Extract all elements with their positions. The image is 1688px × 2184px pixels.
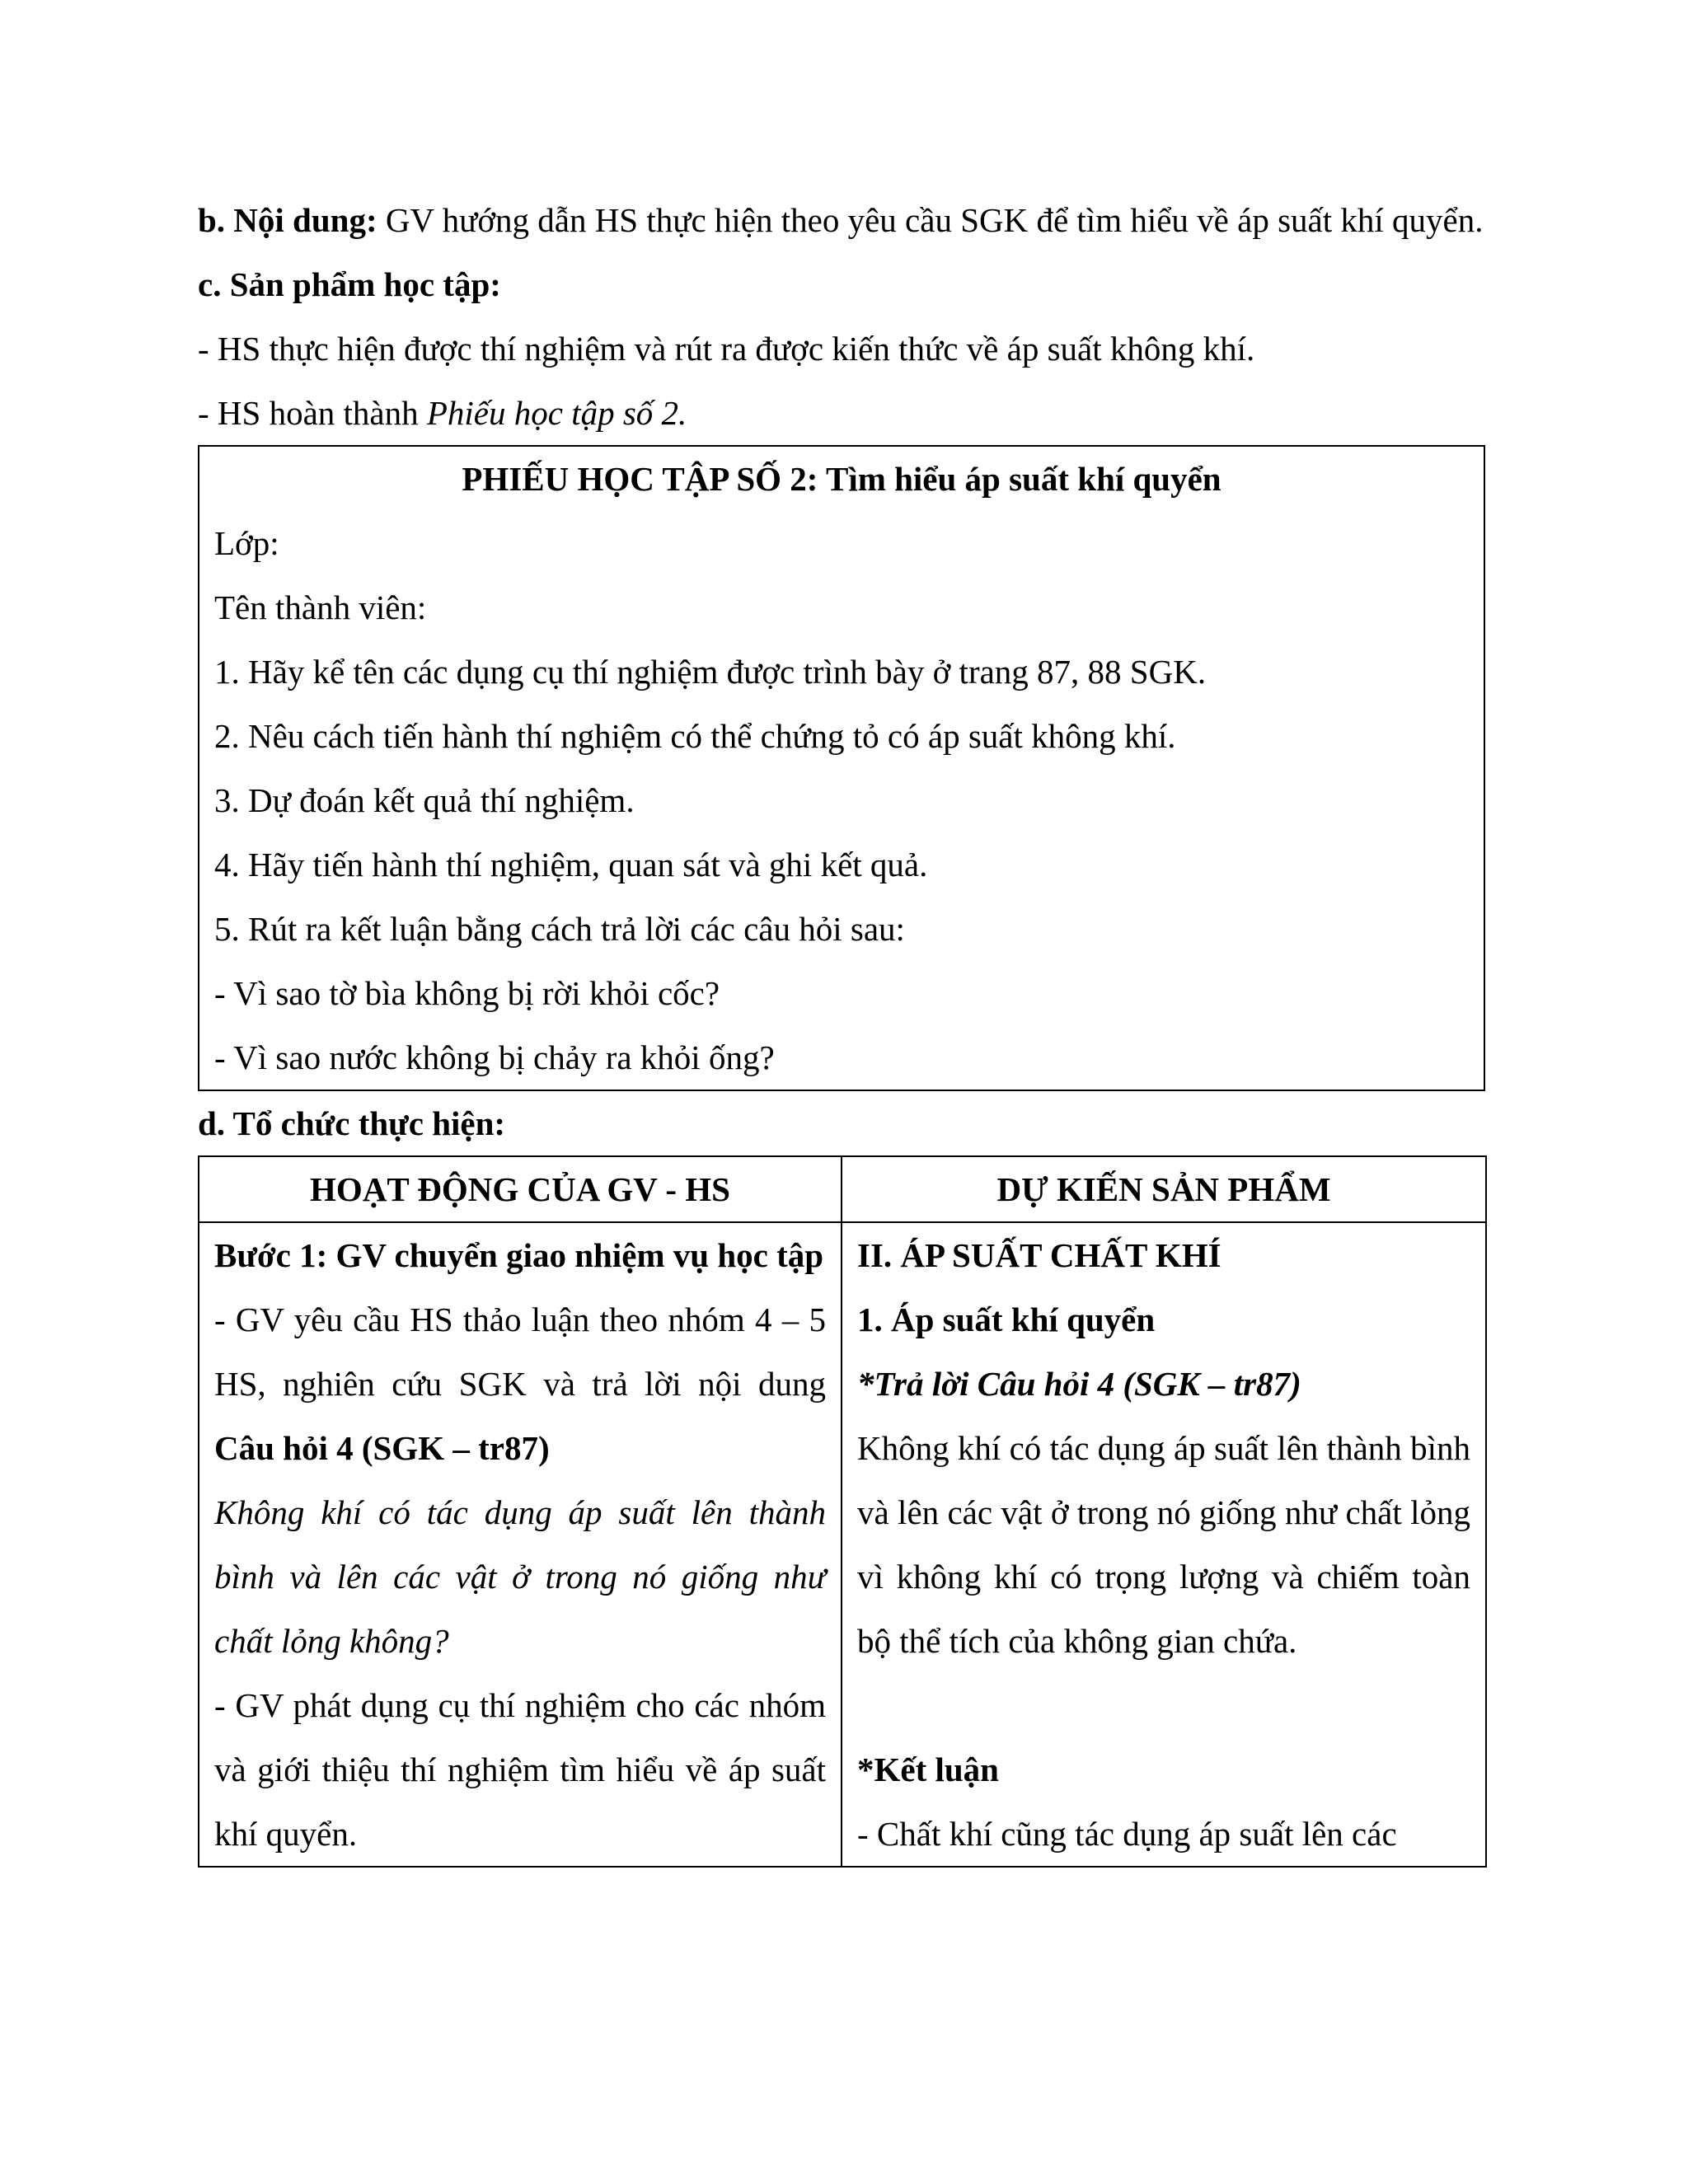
answer-text: Không khí có tác dụng áp suất lên thành bình và lên các vật ở trong nó giống như chất lỏng vì không khí có trọng lượng và chiếm toàn bộ thể tích của không gian chứa. [857,1429,1470,1660]
activity-question [214,1480,826,1673]
worksheet-line: 1. Hãy kể tên các dụng cụ thí nghiệm được trình bày ở trang 87, 88 SGK. [214,653,1207,691]
section-c-label: c. Sản phẩm học tập: [198,265,501,303]
step-1-label: Bước 1: GV chuyển giao nhiệm vụ học tập [214,1236,824,1274]
header-teacher-student-activities: HOẠT ĐỘNG CỦA GV - HS [199,1156,842,1222]
worksheet-line: Tên thành viên: [214,588,427,626]
activity-question-text: Không khí có tác dụng áp suất lên thành bình và lên các vật ở trong nó giống như chất lỏng không? [214,1493,826,1660]
section-c-line-2 [198,381,1485,445]
section-d-heading [198,1091,1485,1155]
worksheet-box [198,445,1485,1091]
conclusion-label [857,1737,1470,1802]
worksheet-line: 4. Hãy tiến hành thí nghiệm, quan sát và ghi kết quả. [214,846,928,883]
section-d-label: d. Tổ chức thực hiện: [198,1104,506,1142]
section-b-label: b. Nội dung: [198,201,377,239]
answer-label-text: *Trả lời Câu hỏi 4 (SGK – tr87) [857,1365,1301,1403]
header-expected-products: DỰ KIẾN SẢN PHẨM [842,1156,1486,1222]
section-c-line-2-prefix: - HS hoàn thành [198,394,427,432]
document-page [198,188,1485,1868]
activity-paragraph-2: - GV phát dụng cụ thí nghiệm cho các nhóm và giới thiệu thí nghiệm tìm hiểu về áp suất khí quyển. [214,1686,826,1853]
worksheet-line: - Vì sao nước không bị chảy ra khỏi ống? [214,1038,775,1076]
worksheet-line: 2. Nêu cách tiến hành thí nghiệm có thể chứng tỏ có áp suất không khí. [214,717,1176,755]
conclusion-text: - Chất khí cũng tác dụng áp suất lên các [857,1815,1397,1853]
worksheet-line: - Vì sao tờ bìa không bị rời khỏi cốc? [214,974,720,1012]
product-cell [842,1222,1486,1867]
table-row [199,1222,1486,1867]
answer-label [857,1352,1470,1416]
product-heading-2 [857,1287,1470,1352]
conclusion-label-text: *Kết luận [857,1750,999,1788]
section-c-line-2-italic: Phiếu học tập số 2. [426,394,687,432]
section-c-heading [198,252,1485,316]
worksheet-line: 5. Rút ra kết luận bằng cách trả lời các câu hỏi sau: [214,910,905,948]
section-b-text: GV hướng dẫn HS thực hiện theo yêu cầu SGK để tìm hiểu về áp suất khí quyển. [377,201,1484,239]
step-1-heading [214,1223,826,1287]
worksheet-line: 3. Dự đoán kết quả thí nghiệm. [214,781,635,819]
product-heading-1-text: II. ÁP SUẤT CHẤT KHÍ [857,1236,1221,1274]
activity-paragraph-1 [214,1287,826,1480]
table-header-row [199,1156,1486,1222]
activity-cell [199,1222,842,1867]
product-heading-2-text: 1. Áp suất khí quyển [857,1301,1156,1338]
product-heading-1 [857,1223,1470,1287]
section-b-paragraph [198,188,1485,252]
activity-table [198,1155,1487,1868]
worksheet-title: PHIẾU HỌC TẬP SỐ 2: Tìm hiểu áp suất khí quyển [462,460,1221,498]
activity-paragraph-1-text: - GV yêu cầu HS thảo luận theo nhóm 4 – 5 HS, nghiên cứu SGK và trả lời nội dung [214,1301,826,1403]
blank-line [857,1673,1470,1737]
section-c-line-1: - HS thực hiện được thí nghiệm và rút ra được kiến thức về áp suất không khí. [198,330,1255,368]
activity-question-ref: Câu hỏi 4 (SGK – tr87) [214,1429,550,1467]
worksheet-line: Lớp: [214,524,279,562]
